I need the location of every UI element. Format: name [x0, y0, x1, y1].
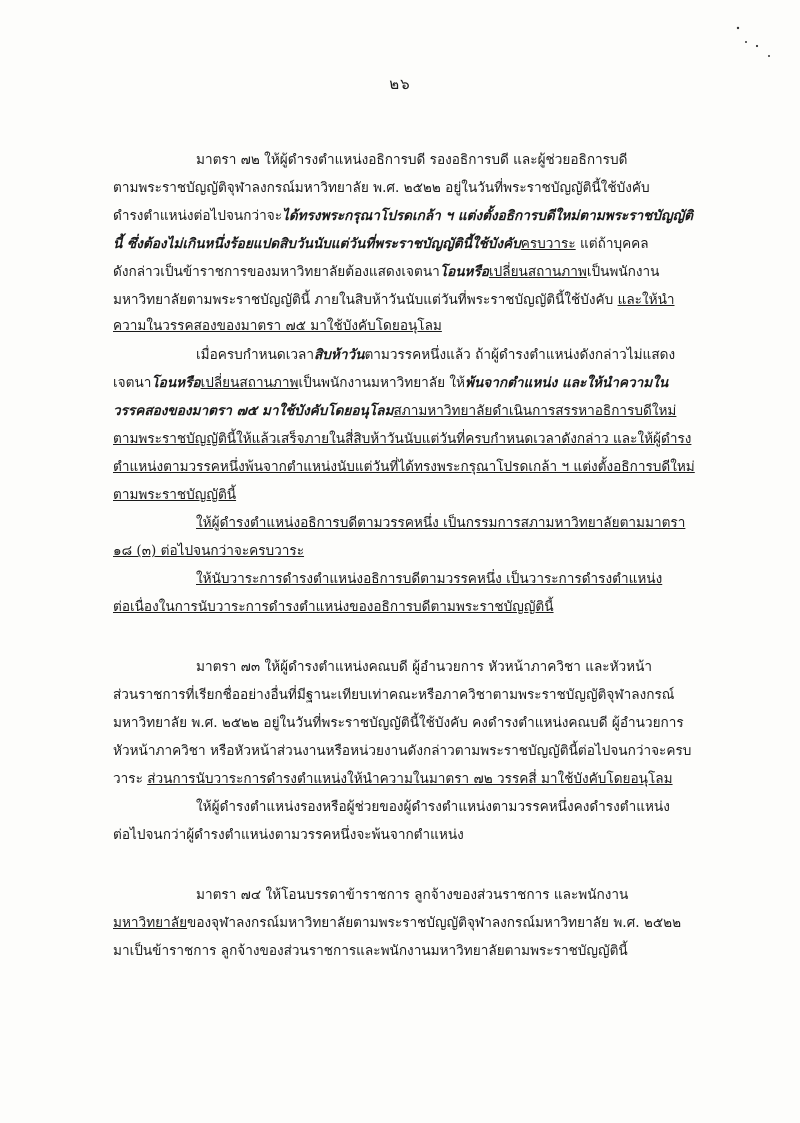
s73-line-3: มหาวิทยาลัย พ.ศ. ๒๕๒๒ อยู่ในวันที่พระราชบัญญัตินี้ใช้บังคับ คงดำรงตำแหน่งคณบดี ผู้อำนวยการ	[113, 715, 684, 731]
struck-text: สิบห้าวัน	[313, 347, 365, 363]
s72-line-4: นี้ ซึ่งต้องไม่เกินหนึ่งร้อยแปดสิบวันนับแต่วันที่พระราชบัญญัตินี้ใช้บังคับครบวาระ แต่ถ้าบุคคล	[113, 236, 649, 252]
s72-line-6: มหาวิทยาลัยตามพระราชบัญญัตินี้ ภายในสิบห้าวันนับแต่วันที่พระราชบัญญัตินี้ใช้บังคับ และให้นำ	[113, 292, 675, 308]
s72-p2-line-1: เมื่อครบกำหนดเวลาสิบห้าวันตามวรรคหนึ่งแล้ว ถ้าผู้ดำรงตำแหน่งดังกล่าวไม่แสดง	[196, 347, 676, 363]
s73-p2-line-1: ให้ผู้ดำรงตำแหน่งรองหรือผู้ช่วยของผู้ดำรงตำแหน่งตามวรรคหนึ่งคงดำรงตำแหน่ง	[196, 799, 670, 815]
struck-text: พ้นจากตำแหน่ง และให้นำความใน	[465, 375, 669, 391]
s72-p2-line-5: ตำแหน่งตามวรรคหนึ่งพ้นจากตำแหน่งนับแต่วันที่ได้ทรงพระกรุณาโปรดเกล้า ฯ แต่งตั้งอธิการบดีใหม่	[113, 459, 695, 475]
s72-line-1: มาตรา ๗๒ ให้ผู้ดำรงตำแหน่งอธิการบดี รองอธิการบดี และผู้ช่วยอธิการบดี	[196, 152, 628, 168]
s73-p2-line-2: ต่อไปจนกว่าผู้ดำรงตำแหน่งตามวรรคหนึ่งจะพ้นจากตำแหน่ง	[113, 827, 464, 843]
inserted-text: เปลี่ยนสถานภาพ	[488, 264, 587, 280]
struck-text: วรรคสองของมาตรา ๗๕ มาใช้บังคับโดยอนุโลม	[113, 403, 394, 419]
s72-p4-line-1: ให้นับวาระการดำรงตำแหน่งอธิการบดีตามวรรคหนึ่ง เป็นวาระการดำรงตำแหน่ง	[196, 571, 663, 587]
inserted-text: เปลี่ยนสถานภาพ	[200, 375, 299, 391]
s73-line-1: มาตรา ๗๓ ให้ผู้ดำรงตำแหน่งคณบดี ผู้อำนวยการ หัวหน้าภาควิชา และหัวหน้า	[196, 659, 653, 675]
s73-line-4: หัวหน้าภาควิชา หรือหัวหน้าส่วนงานหรือหน่วยงานดังกล่าวตามพระราชบัญญัตินี้ต่อไปจนกว่าจะครบ	[113, 743, 692, 759]
inserted-text: สภามหาวิทยาลัยดำเนินการสรรหาอธิการบดีใหม่	[393, 403, 677, 419]
s74-line-3: มาเป็นข้าราชการ ลูกจ้างของส่วนราชการและพนักงานมหาวิทยาลัยตามพระราชบัญญัตินี้	[113, 943, 628, 959]
s72-line-3: ดำรงตำแหน่งต่อไปจนกว่าจะได้ทรงพระกรุณาโปรดเกล้า ฯ แต่งตั้งอธิการบดีใหม่ตามพระราชบัญญัติ	[113, 208, 694, 224]
inserted-text: ส่วนการนับวาระการดำรงตำแหน่งให้นำความในมาตรา ๗๒ วรรคสี่ มาใช้บังคับโดยอนุโลม	[147, 771, 673, 787]
s74-line-2: มหาวิทยาลัยของจุฬาลงกรณ์มหาวิทยาลัยตามพระราชบัญญัติจุฬาลงกรณ์มหาวิทยาลัย พ.ศ. ๒๕๒๒	[113, 915, 682, 931]
inserted-text: และให้นำ	[617, 292, 675, 308]
s72-p3-line-2: ๑๘ (๓) ต่อไปจนกว่าจะครบวาระ	[113, 543, 305, 559]
struck-text: โอนหรือ	[151, 375, 201, 391]
s72-p2-line-6: ตามพระราชบัญญัตินี้	[113, 487, 237, 503]
s72-p2-line-3	[113, 401, 676, 421]
s72-line-2: ตามพระราชบัญญัติจุฬาลงกรณ์มหาวิทยาลัย พ.ศ. ๒๕๒๒ อยู่ในวันที่พระราชบัญญัตินี้ใช้บังคับ	[113, 180, 650, 196]
struck-text: โอนหรือ	[439, 264, 489, 280]
page-number: ๒๖	[389, 75, 411, 93]
s72-p2-line-2: เจตนาโอนหรือเปลี่ยนสถานภาพเป็นพนักงานมหาวิทยาลัย ให้พ้นจากตำแหน่ง และให้นำความใน	[113, 375, 669, 391]
struck-text: ได้ทรงพระกรุณาโปรดเกล้า ฯ แต่งตั้งอธิการบดีใหม่ตามพระราชบัญญัติ	[282, 208, 694, 224]
inserted-text: ครบวาระ	[520, 236, 576, 252]
struck-text: นี้ ซึ่งต้องไม่เกินหนึ่งร้อยแปดสิบวันนับแต่วันที่พระราชบัญญัตินี้ใช้บังคับ	[113, 236, 521, 252]
s72-p4-line-2: ต่อเนื่องในการนับวาระการดำรงตำแหน่งของอธิการบดีตามพระราชบัญญัตินี้	[113, 599, 554, 615]
s72-p3-line-1: ให้ผู้ดำรงตำแหน่งอธิการบดีตามวรรคหนึ่ง เป็นกรรมการสภามหาวิทยาลัยตามมาตรา	[196, 515, 686, 531]
scan-specks	[730, 22, 780, 62]
s72-line-7: ความในวรรคสองของมาตรา ๗๕ มาใช้บังคับโดยอนุโลม	[113, 318, 442, 334]
s74-line-1: มาตรา ๗๔ ให้โอนบรรดาข้าราชการ ลูกจ้างของส่วนราชการ และพนักงาน	[196, 887, 629, 903]
inserted-text: มหาวิทยาลัย	[113, 915, 188, 931]
s73-line-2: ส่วนราชการที่เรียกชื่ออย่างอื่นที่มีฐานะเทียบเท่าคณะหรือภาควิชาตามพระราชบัญญัติจุฬาลงกรณ์	[113, 687, 675, 703]
s72-p2-line-4: ตามพระราชบัญญัตินี้ให้แล้วเสร็จภายในสี่สิบห้าวันนับแต่วันที่ครบกำหนดเวลาดังกล่าว และให้ผู้ดำรง	[113, 431, 692, 447]
s73-line-5: วาระ ส่วนการนับวาระการดำรงตำแหน่งให้นำความในมาตรา ๗๒ วรรคสี่ มาใช้บังคับโดยอนุโลม	[113, 771, 673, 787]
s72-line-5: ดังกล่าวเป็นข้าราชการของมหาวิทยาลัยต้องแสดงเจตนาโอนหรือเปลี่ยนสถานภาพเป็นพนักงาน	[113, 264, 660, 280]
